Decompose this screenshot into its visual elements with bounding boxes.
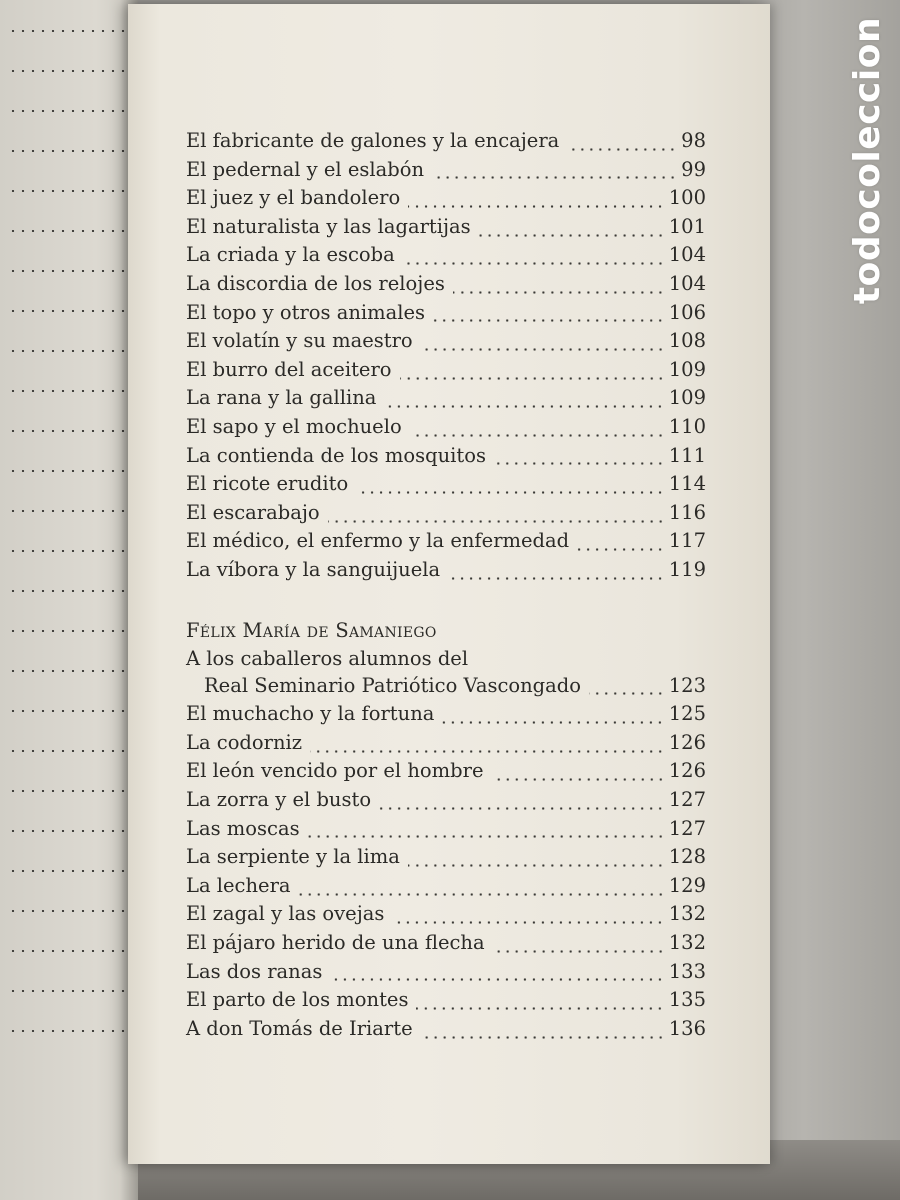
left-page-dot-line [8, 430, 128, 432]
toc-entry [186, 674, 706, 703]
dot-leader [479, 234, 665, 237]
dot-leader [589, 692, 665, 695]
toc-entry-page: 126 [668, 759, 706, 783]
left-page-dot-line [8, 30, 128, 32]
toc-entry-page: 101 [668, 214, 706, 238]
toc-entry-title: La víbora y la sanguijuela [186, 557, 441, 581]
toc-entry-title: El médico, el enfermo y la enfermedad [186, 529, 570, 553]
toc-entry [186, 931, 706, 960]
left-page [0, 0, 138, 1200]
toc-entry-page: 119 [668, 557, 706, 581]
toc-entry [186, 501, 706, 530]
dot-leader [308, 835, 665, 838]
dot-leader [493, 950, 665, 953]
dot-leader [494, 462, 665, 465]
toc-entry [186, 215, 706, 244]
dot-leader [432, 176, 677, 179]
toc-entry-page: 111 [668, 443, 706, 467]
toc-entry [186, 817, 706, 846]
toc-entry-page: 109 [668, 357, 706, 381]
dot-leader [442, 721, 664, 724]
toc-entry [186, 702, 706, 731]
section-gap [186, 587, 706, 617]
left-page-dot-line [8, 990, 128, 992]
toc-section-1 [186, 129, 706, 587]
toc-entry [186, 301, 706, 330]
toc-entry [186, 472, 706, 501]
toc-entry-title: El pedernal y el eslabón [186, 157, 425, 181]
toc-entry-title: El naturalista y las lagartijas [186, 214, 471, 238]
toc-entry-page: 106 [668, 300, 706, 324]
toc-entry-title: El topo y otros animales [186, 300, 426, 324]
toc-entry-page: 100 [668, 186, 706, 210]
left-page-dot-line [8, 1030, 128, 1032]
left-page-dot-line [8, 590, 128, 592]
toc-entry-title: El burro del aceitero [186, 357, 392, 381]
toc-entry-title: A don Tomás de Iriarte [186, 1016, 413, 1040]
toc-entry-title: El zagal y las ovejas [186, 902, 385, 926]
toc-entry [186, 444, 706, 473]
toc-entry-title: El juez y el bandolero [186, 186, 401, 210]
toc-entry [186, 129, 706, 158]
toc-entry [186, 1017, 706, 1046]
toc-entry-title: La lechera [186, 873, 291, 897]
left-page-dot-line [8, 70, 128, 72]
toc-entry [186, 386, 706, 415]
toc-entry-page: 126 [668, 730, 706, 754]
left-page-dot-line [8, 670, 128, 672]
toc-section-2 [186, 702, 706, 1045]
toc-entry-title: Real Seminario Patriótico Vascongado [204, 673, 582, 697]
toc-entry [186, 358, 706, 387]
toc-entry-title: Las dos ranas [186, 959, 323, 983]
toc-entry-page: 108 [668, 329, 706, 353]
toc-entry [186, 272, 706, 301]
toc-entry-title: La serpiente y la lima [186, 845, 400, 869]
toc-entry [186, 243, 706, 272]
dot-leader [330, 978, 664, 981]
toc-entry-page: 99 [681, 157, 706, 181]
toc-entry-title: El escarabajo [186, 500, 320, 524]
dot-leader [567, 148, 677, 151]
toc-entry [186, 158, 706, 187]
left-page-dot-line [8, 550, 128, 552]
watermark [838, 0, 898, 320]
left-page-dot-line [8, 190, 128, 192]
left-page-dot-line [8, 350, 128, 352]
toc-entry-page: 132 [668, 931, 706, 955]
left-page-dot-line [8, 470, 128, 472]
toc-entry-page: 98 [681, 129, 706, 152]
left-page-dot-line [8, 150, 128, 152]
toc-entry-page: 132 [668, 902, 706, 926]
dot-leader [310, 750, 665, 753]
toc-entry [186, 558, 706, 587]
dot-leader [433, 319, 665, 322]
dot-leader [408, 205, 665, 208]
left-page-dot-line [8, 870, 128, 872]
toc-entry-page: 114 [668, 472, 706, 496]
author-heading: Félix María de Samaniego [186, 618, 437, 642]
left-page-dot-line [8, 510, 128, 512]
dot-leader [299, 893, 665, 896]
dot-leader [448, 577, 665, 580]
left-page-dot-line [8, 830, 128, 832]
toc-entry-page: 116 [668, 500, 706, 524]
left-page-dot-line [8, 110, 128, 112]
toc-entry [186, 731, 706, 760]
toc-entry-title: El león vencido por el hombre [186, 759, 484, 783]
toc-entry-page: 133 [668, 959, 706, 983]
toc-entry-page: 129 [668, 873, 706, 897]
left-page-dot-line [8, 910, 128, 912]
toc-entry-page: 136 [668, 1016, 706, 1040]
toc-entry [186, 988, 706, 1017]
toc-entry [186, 960, 706, 989]
toc-entry-page: 123 [668, 673, 706, 697]
toc-entry [186, 845, 706, 874]
dot-leader [384, 405, 664, 408]
toc-entry [186, 759, 706, 788]
toc-entry-title: El volatín y su maestro [186, 329, 413, 353]
toc-entry-title: El fabricante de galones y la encajera [186, 129, 560, 152]
toc-entry-page: 125 [668, 702, 706, 726]
dot-leader [379, 807, 665, 810]
left-page-dot-line [8, 630, 128, 632]
toc-entry [186, 902, 706, 931]
toc-entry-page: 128 [668, 845, 706, 869]
dot-leader [328, 520, 665, 523]
dot-leader [392, 921, 664, 924]
dot-leader [416, 1007, 664, 1010]
toc-entry [186, 186, 706, 215]
toc-entry-page: 109 [668, 386, 706, 410]
toc-entry [186, 329, 706, 358]
toc-entry-page: 104 [668, 271, 706, 295]
left-page-dot-line [8, 270, 128, 272]
toc-entry [186, 788, 706, 817]
left-page-dot-line [8, 230, 128, 232]
toc-entry-title: El muchacho y la fortuna [186, 702, 435, 726]
left-page-dot-line [8, 750, 128, 752]
toc-entry-title: El sapo y el mochuelo [186, 414, 402, 438]
dot-leader [403, 262, 665, 265]
dot-leader [453, 291, 665, 294]
book-page [128, 4, 770, 1164]
toc-entry-page: 104 [668, 243, 706, 267]
toc-entry-title: La codorniz [186, 730, 303, 754]
toc-entry-title: El ricote erudito [186, 472, 349, 496]
toc-entry-title: La discordia de los relojes [186, 271, 445, 295]
toc-entry-title: El parto de los montes [186, 988, 409, 1012]
dot-leader [408, 864, 665, 867]
toc-entry-title: El pájaro herido de una flecha [186, 931, 485, 955]
dot-leader [356, 491, 665, 494]
left-page-dot-line [8, 390, 128, 392]
toc-entry-page: 127 [668, 816, 706, 840]
left-page-dot-line [8, 710, 128, 712]
left-page-dot-line [8, 310, 128, 312]
toc-entry-title: La rana y la gallina [186, 386, 377, 410]
left-page-dot-line [8, 950, 128, 952]
watermark-text: todocoleccion [847, 16, 889, 304]
toc-entry-page: 117 [668, 529, 706, 553]
toc-entry-title: Las moscas [186, 816, 300, 840]
toc-entry [186, 874, 706, 903]
toc-entry [186, 529, 706, 558]
dot-leader [421, 348, 665, 351]
toc-entry-page: 110 [668, 414, 706, 438]
dedication-line-1: A los caballeros alumnos del [186, 647, 469, 671]
toc-entry-title: La contienda de los mosquitos [186, 443, 486, 467]
toc-entry-title: La criada y la escoba [186, 243, 395, 267]
toc-entry-page: 135 [668, 988, 706, 1012]
dot-leader [421, 1036, 665, 1039]
toc-entry-title: La zorra y el busto [186, 788, 372, 812]
dot-leader [577, 548, 665, 551]
table-of-contents [186, 129, 706, 1045]
toc-entry [186, 415, 706, 444]
dot-leader [410, 434, 665, 437]
left-page-dot-line [8, 790, 128, 792]
dot-leader [492, 778, 665, 781]
dot-leader [400, 377, 665, 380]
toc-entry-page: 127 [668, 788, 706, 812]
